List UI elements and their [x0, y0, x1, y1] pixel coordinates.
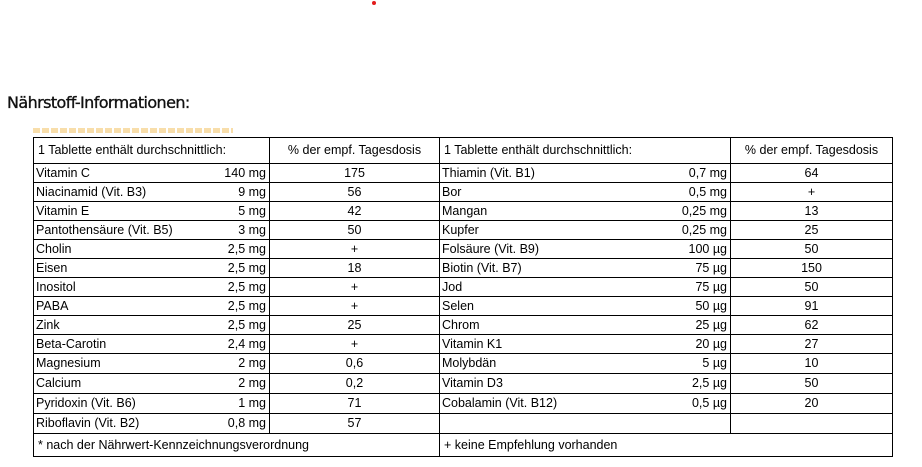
nutrient-name: Jod	[440, 278, 646, 297]
nutrient-percent: 42	[270, 202, 440, 221]
nutrient-percent: +	[731, 183, 893, 202]
nutrient-name: Kupfer	[440, 221, 646, 240]
table-footnote-row	[34, 434, 893, 457]
nutrient-amount: 20 µg	[646, 335, 731, 354]
nutrient-percent: 50	[270, 221, 440, 240]
nutrient-percent: 62	[731, 316, 893, 335]
nutrient-name: Riboflavin (Vit. B2)	[34, 414, 204, 434]
nutrient-percent: 50	[731, 374, 893, 394]
nutrient-percent: 71	[270, 394, 440, 414]
nutrient-amount: 5 µg	[646, 354, 731, 374]
table-row	[34, 414, 893, 434]
nutrient-percent	[731, 414, 893, 434]
nutrient-name: Selen	[440, 297, 646, 316]
table-row	[34, 374, 893, 394]
table-row	[34, 354, 893, 374]
nutrient-amount: 100 µg	[646, 240, 731, 259]
nutrient-amount: 25 µg	[646, 316, 731, 335]
nutrient-amount: 75 µg	[646, 259, 731, 278]
nutrient-percent: 20	[731, 394, 893, 414]
header-percent-left: % der empf. Tagesdosis	[270, 138, 440, 164]
nutrient-name: Folsäure (Vit. B9)	[440, 240, 646, 259]
nutrient-percent: 0,6	[270, 354, 440, 374]
nutrient-percent: 175	[270, 164, 440, 183]
nutrient-name: Niacinamid (Vit. B3)	[34, 183, 204, 202]
table-row	[34, 202, 893, 221]
nutrient-amount	[646, 414, 731, 434]
footnote-left: * nach der Nährwert-Kennzeichnungsverordnung	[34, 434, 440, 457]
nutrient-amount: 3 mg	[204, 221, 270, 240]
nutrient-percent: +	[270, 278, 440, 297]
nutrient-name: Biotin (Vit. B7)	[440, 259, 646, 278]
nutrient-percent: +	[270, 297, 440, 316]
nutrient-amount: 2,5 mg	[204, 278, 270, 297]
red-dot-mark	[372, 1, 376, 5]
nutrient-amount: 2,5 mg	[204, 240, 270, 259]
nutrient-name: Beta-Carotin	[34, 335, 204, 354]
faded-subheading-strip	[33, 123, 233, 133]
nutrient-amount: 0,25 mg	[646, 202, 731, 221]
table-row	[34, 394, 893, 414]
nutrient-percent: 25	[731, 221, 893, 240]
nutrient-name: Magnesium	[34, 354, 204, 374]
nutrient-amount: 9 mg	[204, 183, 270, 202]
nutrient-amount: 0,5 µg	[646, 394, 731, 414]
nutrient-amount: 140 mg	[204, 164, 270, 183]
nutrient-amount: 75 µg	[646, 278, 731, 297]
nutrient-name: Vitamin E	[34, 202, 204, 221]
table-row	[34, 164, 893, 183]
table-row	[34, 221, 893, 240]
nutrient-percent: 25	[270, 316, 440, 335]
nutrient-name: Vitamin D3	[440, 374, 646, 394]
table-row	[34, 335, 893, 354]
nutrient-percent: 27	[731, 335, 893, 354]
nutrient-amount: 0,5 mg	[646, 183, 731, 202]
nutrient-name: Chrom	[440, 316, 646, 335]
nutrient-name: Pyridoxin (Vit. B6)	[34, 394, 204, 414]
nutrient-name: Thiamin (Vit. B1)	[440, 164, 646, 183]
nutrient-name: Cholin	[34, 240, 204, 259]
nutrient-amount: 2 mg	[204, 374, 270, 394]
nutrient-amount: 2,5 mg	[204, 259, 270, 278]
nutrient-amount: 2 mg	[204, 354, 270, 374]
nutrient-table	[33, 137, 893, 457]
table-row	[34, 278, 893, 297]
nutrient-amount: 50 µg	[646, 297, 731, 316]
nutrient-amount: 2,5 µg	[646, 374, 731, 394]
nutrient-percent: 57	[270, 414, 440, 434]
nutrient-name: Pantothensäure (Vit. B5)	[34, 221, 204, 240]
nutrient-percent: 56	[270, 183, 440, 202]
nutrient-name: Vitamin C	[34, 164, 204, 183]
section-heading: Nährstoff-Informationen:	[7, 93, 190, 112]
nutrient-name: Vitamin K1	[440, 335, 646, 354]
table-row	[34, 297, 893, 316]
nutrient-name: Cobalamin (Vit. B12)	[440, 394, 646, 414]
table-row	[34, 259, 893, 278]
nutrient-percent: 64	[731, 164, 893, 183]
nutrient-percent: 50	[731, 278, 893, 297]
nutrient-amount: 2,4 mg	[204, 335, 270, 354]
nutrient-name: PABA	[34, 297, 204, 316]
nutrient-name	[440, 414, 646, 434]
nutrient-name: Mangan	[440, 202, 646, 221]
nutrient-name: Inositol	[34, 278, 204, 297]
nutrient-percent: 50	[731, 240, 893, 259]
nutrient-name: Eisen	[34, 259, 204, 278]
nutrient-percent: +	[270, 240, 440, 259]
nutrient-percent: 18	[270, 259, 440, 278]
footnote-right: + keine Empfehlung vorhanden	[440, 434, 893, 457]
header-percent-right: % der empf. Tagesdosis	[731, 138, 893, 164]
table-row	[34, 240, 893, 259]
nutrient-percent: 13	[731, 202, 893, 221]
nutrient-amount: 0,8 mg	[204, 414, 270, 434]
nutrient-name: Zink	[34, 316, 204, 335]
nutrient-percent: 91	[731, 297, 893, 316]
nutrient-name: Bor	[440, 183, 646, 202]
nutrient-amount: 2,5 mg	[204, 297, 270, 316]
nutrient-percent: +	[270, 335, 440, 354]
nutrient-percent: 150	[731, 259, 893, 278]
nutrient-amount: 5 mg	[204, 202, 270, 221]
header-nutrient-left: 1 Tablette enthält durchschnittlich:	[34, 138, 270, 164]
nutrient-name: Calcium	[34, 374, 204, 394]
nutrient-amount: 1 mg	[204, 394, 270, 414]
nutrient-amount: 2,5 mg	[204, 316, 270, 335]
nutrient-amount: 0,7 mg	[646, 164, 731, 183]
nutrient-amount: 0,25 mg	[646, 221, 731, 240]
nutrient-percent: 0,2	[270, 374, 440, 394]
table-header-row	[34, 138, 893, 164]
nutrient-name: Molybdän	[440, 354, 646, 374]
table-row	[34, 316, 893, 335]
table-row	[34, 183, 893, 202]
nutrient-percent: 10	[731, 354, 893, 374]
header-nutrient-right: 1 Tablette enthält durchschnittlich:	[440, 138, 731, 164]
